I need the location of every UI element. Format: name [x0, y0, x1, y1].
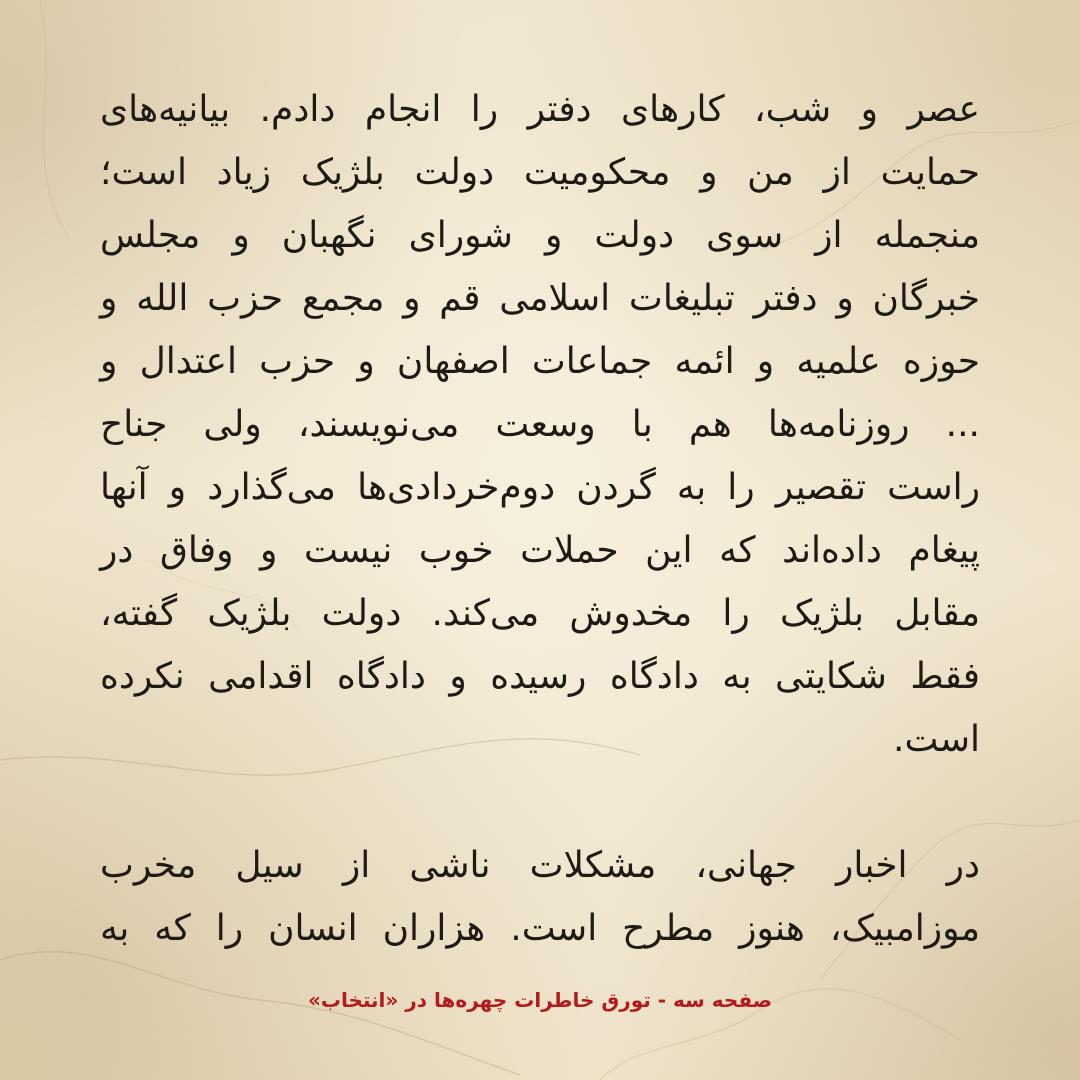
paragraph-1-line-5: حوزه علمیه و ائمه جماعات اصفهان و حزب اعتدال و [100, 341, 980, 382]
paragraph-1-line-2: حمایت از من و محکومیت دولت بلژیک زیاد است؛ [100, 152, 980, 193]
paragraph-1-line-3: منجمله از سوی دولت و شورای نگهبان و مجلس [100, 215, 980, 256]
article-body [100, 78, 980, 960]
footer-caption: صفحه سه - تورق خاطرات چهره‌ها در «انتخاب» [307, 988, 773, 1012]
paragraph-1-line-6: ... روزنامه‌ها هم با وسعت می‌نویسند، ولی جناح [100, 404, 980, 445]
paragraph-1-line-11: است. [893, 719, 980, 760]
paragraph-gap [100, 771, 980, 834]
paragraph-1-line-8: پیغام داده‌اند که این حملات خوب نیست و وفاق در [100, 530, 980, 571]
paragraph-1-line-1: عصر و شب، کارهای دفتر را انجام دادم. بیانیه‌های [100, 89, 980, 130]
paragraph-1-line-4: خبرگان و دفتر تبلیغات اسلامی قم و مجمع حزب الله و [100, 278, 980, 319]
paragraph-2-line-1: در اخبار جهانی، مشکلات ناشی از سیل مخرب [100, 845, 980, 886]
paragraph-1-line-10: فقط شکایتی به دادگاه رسیده و دادگاه اقدامی نکرده [100, 656, 980, 697]
paragraph-1-line-7: راست تقصیر را به گردن دوم‌خردادی‌ها می‌گذارد و آنها [100, 467, 980, 508]
paragraph-1-line-9: مقابل بلژیک را مخدوش می‌کند. دولت بلژیک گفته، [100, 593, 980, 634]
paragraph-2-line-2: موزامبیک، هنوز مطرح است. هزاران انسان را که به [100, 908, 980, 949]
